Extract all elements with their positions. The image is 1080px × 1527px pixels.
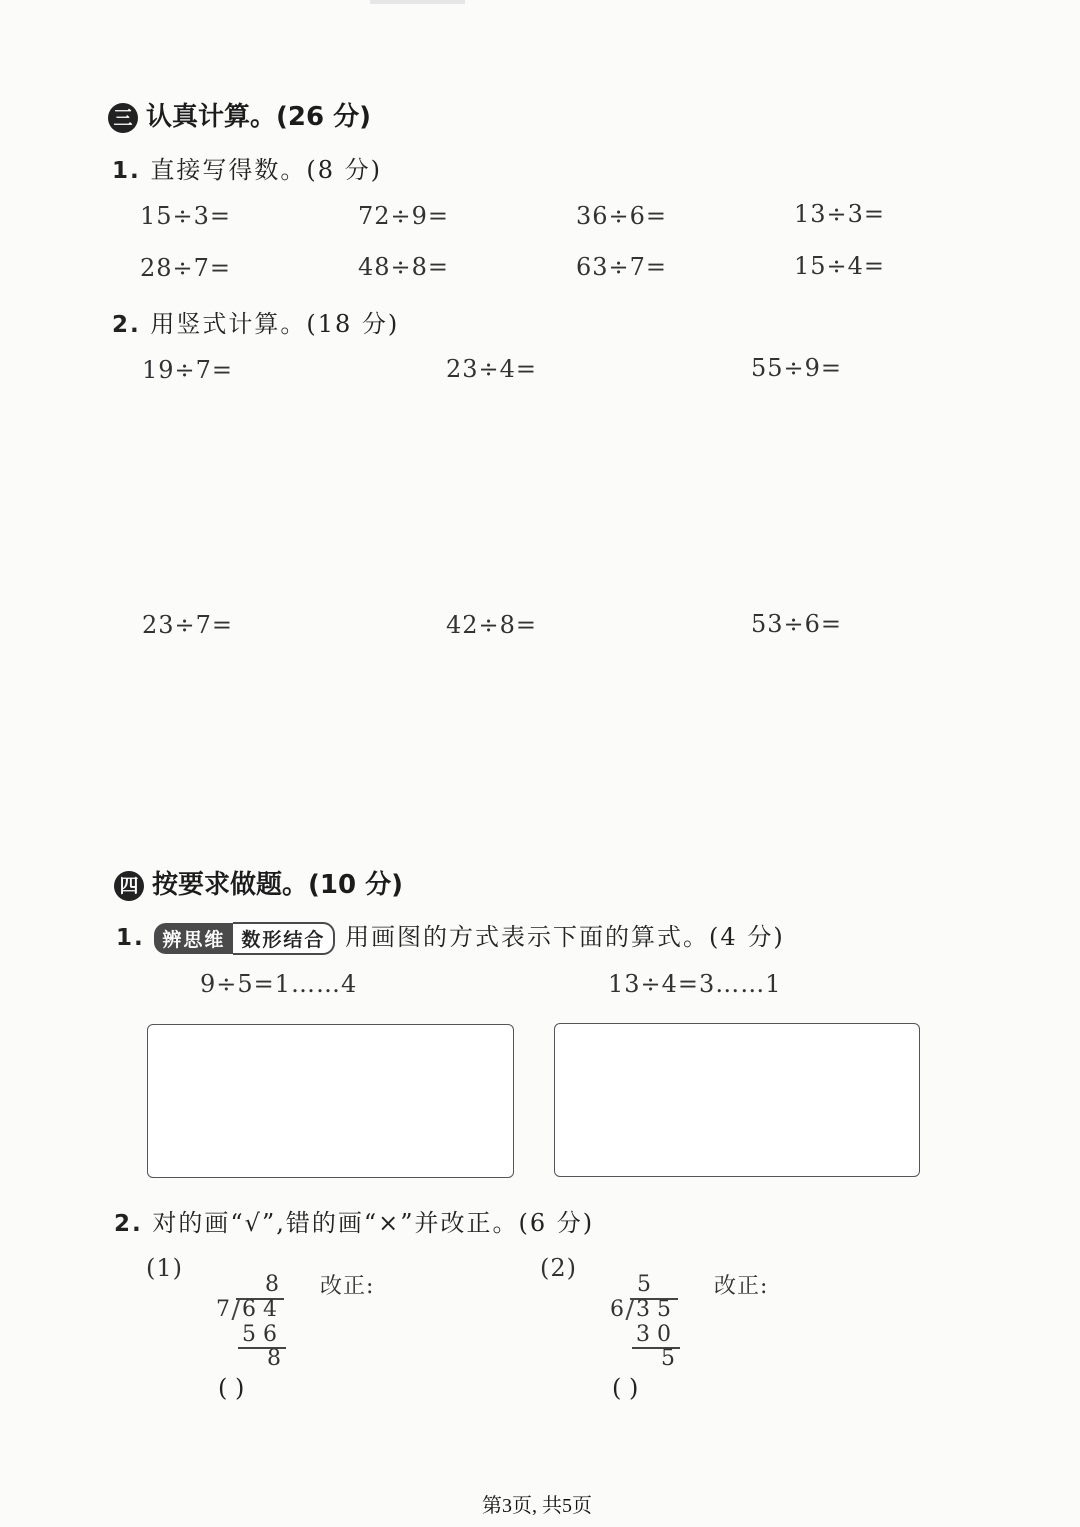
section-4-heading xyxy=(114,864,403,901)
expr-23-4: 23÷4= xyxy=(446,355,538,383)
expr-28-7: 28÷7= xyxy=(140,254,232,282)
expr-53-6: 53÷6= xyxy=(751,610,843,638)
scan-artifact xyxy=(370,0,465,4)
drawing-box-1[interactable] xyxy=(147,1024,514,1178)
item-1-divisor: 7 xyxy=(216,1297,230,1322)
expr-23-7: 23÷7= xyxy=(142,611,234,639)
page-footer: 第3页, 共5页 xyxy=(482,1495,592,1517)
item-1-quotient: 8 xyxy=(265,1272,279,1297)
shape-number-tag: 数形结合 xyxy=(233,922,335,955)
section-3-heading xyxy=(108,96,371,133)
q3-1-title: 直接写得数。(8 分) xyxy=(150,156,383,184)
item-1-remainder: 8 xyxy=(267,1346,281,1371)
section-4-title: 按要求做题。(10 分) xyxy=(152,870,403,900)
expr-55-9: 55÷9= xyxy=(751,354,843,382)
q3-2-title: 用竖式计算。(18 分) xyxy=(150,310,400,338)
q3-1-heading xyxy=(112,150,382,185)
q3-2-number: 2. xyxy=(112,312,141,338)
drawing-box-2[interactable] xyxy=(554,1023,920,1177)
section-3-title: 认真计算。(26 分) xyxy=(146,102,371,132)
item-1-dividend: 6 4 xyxy=(242,1297,277,1322)
expr-9-5-remainder: 9÷5=1……4 xyxy=(200,970,358,998)
q4-1-number: 1. xyxy=(116,925,145,951)
item-1-division-bracket xyxy=(231,1298,240,1320)
thinking-tag: 辨思维 xyxy=(154,923,233,954)
item-2-quotient: 5 xyxy=(637,1272,651,1297)
q4-2-heading xyxy=(114,1203,594,1238)
q3-2-heading xyxy=(112,304,399,339)
expr-48-8: 48÷8= xyxy=(358,253,450,281)
item-2-divisor: 6 xyxy=(610,1297,624,1322)
expr-19-7: 19÷7= xyxy=(142,356,234,384)
q4-1-title: 用画图的方式表示下面的算式。(4 分) xyxy=(345,923,785,951)
q3-1-number: 1. xyxy=(112,158,141,184)
q4-1-heading xyxy=(116,917,785,955)
expr-13-4-remainder: 13÷4=3……1 xyxy=(608,970,782,998)
item-2-fix-label: 改正: xyxy=(714,1274,769,1299)
item-2-division-bracket xyxy=(625,1298,634,1320)
expr-72-9: 72÷9= xyxy=(358,202,450,230)
expr-13-3: 13÷3= xyxy=(794,200,886,228)
item-1-answer-paren[interactable]: ( ) xyxy=(218,1374,245,1402)
item-1-label: (1) xyxy=(146,1254,183,1282)
section-4-badge: 四 xyxy=(114,871,144,901)
expr-36-6: 36÷6= xyxy=(576,202,668,230)
item-1-product: 5 6 xyxy=(242,1322,277,1347)
expr-15-4: 15÷4= xyxy=(794,252,886,280)
item-2-product: 3 0 xyxy=(636,1322,671,1347)
expr-42-8: 42÷8= xyxy=(446,611,538,639)
item-2-answer-paren[interactable]: ( ) xyxy=(612,1374,639,1402)
q4-2-title: 对的画“√”,错的画“×”并改正。(6 分) xyxy=(152,1209,595,1237)
item-1-fix-label: 改正: xyxy=(320,1274,375,1299)
section-3-badge: 三 xyxy=(108,103,138,133)
item-2-dividend: 3 5 xyxy=(636,1297,671,1322)
item-2-remainder: 5 xyxy=(661,1346,675,1371)
q4-2-number: 2. xyxy=(114,1211,143,1237)
expr-15-3: 15÷3= xyxy=(140,202,232,230)
item-2-label: (2) xyxy=(540,1254,577,1282)
expr-63-7: 63÷7= xyxy=(576,253,668,281)
